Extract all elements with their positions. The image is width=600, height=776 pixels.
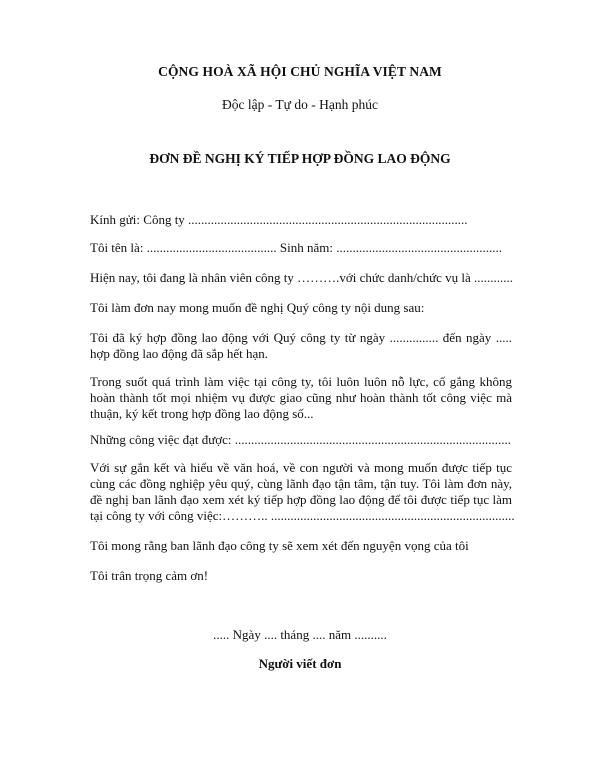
request-intro-text: Tôi làm đơn nay mong muốn đề nghị Quý công ty nội dung sau:: [90, 300, 425, 315]
recipient-line: [90, 212, 512, 228]
signer-label: Người viết đơn: [258, 656, 342, 671]
effort-line-1: Trong suốt quá trình làm việc tại công ty, tôi luôn luôn nỗ lực, cố gắng không: [90, 374, 512, 389]
contract-line-1: Tôi đã ký hợp đồng lao động với Quý công ty từ ngày ............... đến ngày .....: [90, 330, 512, 345]
thanks-text: Tôi trân trọng cảm ơn!: [90, 568, 209, 583]
contract-paragraph: [90, 330, 512, 362]
name-line: [90, 240, 512, 256]
achievements-line: [90, 432, 512, 448]
position-line: [90, 270, 512, 286]
hope-text: Tôi mong rằng ban lãnh đạo công ty sẽ xem xét đến nguyện vọng của tôi: [90, 538, 469, 553]
thanks-line: [90, 568, 512, 584]
request-intro: [90, 300, 512, 316]
document-title: ĐƠN ĐỀ NGHỊ KÝ TIẾP HỢP ĐỒNG LAO ĐỘNG: [149, 151, 451, 166]
national-title: CỘNG HOÀ XÃ HỘI CHỦ NGHĨA VIỆT NAM: [158, 64, 442, 79]
effort-line-2: hoàn thành tốt mọi nhiệm vụ được giao cũng như hoàn thành tốt công việc mà: [90, 390, 512, 405]
recipient-text: Kính gửi: Công ty ......................................................................................: [90, 212, 468, 227]
date-line: ..... Ngày .... tháng .... năm ..........: [213, 627, 387, 642]
achievements-text: Những công việc đạt được: .....................................................................................: [90, 432, 512, 447]
effort-paragraph: [90, 374, 512, 422]
commitment-line-2: cùng các đồng nghiệp yêu quý, cùng lãnh đạo tận tâm, tận tuy. Tôi làm đơn này,: [90, 476, 512, 491]
hope-line: [90, 538, 512, 554]
contract-line-2: hợp đồng lao động đã sắp hết hạn.: [90, 346, 269, 361]
effort-line-3: thuận, ký kết trong hợp đồng lao động số...: [90, 406, 314, 421]
commitment-line-3: đề nghị ban lãnh đạo xem xét ký tiếp hợp đồng lao động để tôi được tiếp tục làm: [90, 492, 512, 507]
name-text: Tôi tên là: ........................................ Sinh năm: ...................................................: [90, 240, 503, 255]
position-text: Hiện nay, tôi đang là nhân viên công ty ……….với chức danh/chức vụ là ............: [90, 270, 514, 285]
national-motto: Độc lập - Tự do - Hạnh phúc: [222, 97, 378, 112]
commitment-paragraph: [90, 460, 515, 524]
commitment-line-4: tại công ty với công việc:……….. ...........................................................................: [90, 508, 515, 523]
commitment-line-1: Với sự gắn kết và hiểu về văn hoá, về con người và mong muốn được tiếp tục: [90, 460, 512, 475]
